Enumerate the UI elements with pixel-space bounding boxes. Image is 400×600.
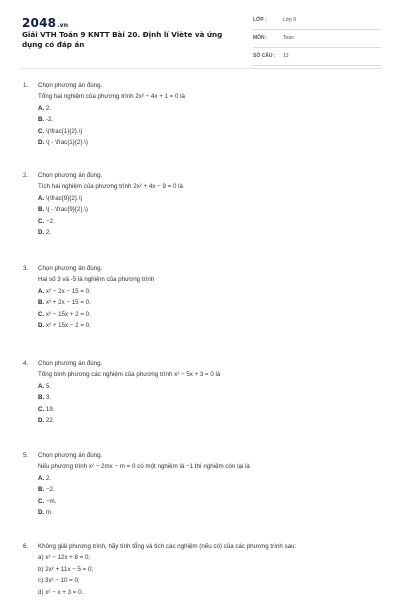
option-b[interactable]: B. \( - \frac{9}{2}.\)	[38, 206, 88, 214]
question-prompt: Chọn phương án đúng.	[38, 265, 103, 272]
question-prompt: Không giải phương trình, hãy tính tổng và tích các nghiệm (nếu có) của các phương trình sau:	[38, 543, 297, 550]
option-b[interactable]: B. 3.	[38, 394, 52, 402]
option-d[interactable]: D. x² + 15x − 2 = 0.	[38, 322, 91, 330]
sub-item-c: c) 3x² − 10 = 0;	[38, 577, 80, 585]
meta-row-count	[253, 51, 381, 66]
option-c[interactable]: C. 19.	[38, 405, 55, 413]
meta-row-subject	[253, 33, 381, 48]
question-prompt: Chọn phương án đúng.	[38, 172, 103, 179]
meta-value: Lớp 9	[283, 17, 297, 23]
option-b[interactable]: B. x² + 2x − 15 = 0.	[38, 299, 91, 307]
meta-label: SỐ CÂU :	[253, 53, 276, 59]
question-stem: Tổng hai nghiệm của phương trình 2x² − 4x + 1 = 0 là	[38, 93, 185, 101]
question-number: 2.	[23, 172, 29, 179]
option-a[interactable]: A. 2.	[38, 474, 52, 482]
option-d[interactable]: D. 22.	[38, 417, 55, 425]
meta-label: LỚP :	[253, 17, 267, 23]
header-divider	[20, 68, 382, 69]
meta-value: Toán	[283, 35, 294, 41]
document-title: Giải VTH Toán 9 KNTT Bài 20. Định lí Viète và ứng dụng có đáp án	[22, 30, 223, 49]
option-a[interactable]: A. x² − 2x − 15 = 0.	[38, 287, 91, 295]
question-stem: Nếu phương trình x² − 2mx − m = 0 có một nghiệm là −1 thì nghiệm còn lại là	[38, 463, 250, 471]
sub-item-b: b) 2x² + 11x − 5 = 0;	[38, 565, 94, 573]
site-logo[interactable]: 2048.vn	[22, 16, 69, 30]
question-stem: Hai số 3 và -5 là nghiệm của phương trình	[38, 276, 155, 284]
meta-row-grade	[253, 15, 381, 30]
question-number: 1.	[23, 82, 29, 89]
option-d[interactable]: D. m.	[38, 509, 53, 517]
sub-item-d: d) x² − x + 3 = 0.	[38, 588, 84, 596]
question-stem: Tổng bình phương các nghiệm của phương trình x² − 5x + 3 = 0 là	[38, 371, 221, 379]
option-d[interactable]: D. \( - \frac{1}{2}.\)	[38, 139, 88, 147]
question-number: 4.	[23, 360, 29, 367]
option-c[interactable]: C. \(\frac{1}{2}.\)	[38, 127, 83, 135]
option-d[interactable]: D. 2.	[38, 229, 52, 237]
option-a[interactable]: A. 2.	[38, 104, 52, 112]
question-prompt: Chọn phương án đúng.	[38, 452, 103, 459]
option-c[interactable]: C. −2.	[38, 217, 55, 225]
option-b[interactable]: B. -2.	[38, 116, 54, 124]
meta-panel	[253, 15, 381, 69]
question-number: 5.	[23, 452, 29, 459]
question-prompt: Chọn phương án đúng.	[38, 82, 103, 89]
option-a[interactable]: A. \(\frac{9}{2}.\)	[38, 194, 83, 202]
option-a[interactable]: A. 5.	[38, 382, 52, 390]
option-c[interactable]: C. −m.	[38, 497, 57, 505]
document-header	[0, 0, 400, 60]
question-stem: Tích hai nghiệm của phương trình 2x² + 4x − 9 = 0 là	[38, 183, 183, 191]
option-c[interactable]: C. x² − 15x + 2 = 0.	[38, 310, 91, 318]
meta-value: 13	[283, 53, 289, 59]
question-prompt: Chọn phương án đúng.	[38, 360, 103, 367]
question-number: 3.	[23, 265, 29, 272]
option-b[interactable]: B. −2.	[38, 486, 55, 494]
question-number: 6.	[23, 543, 29, 550]
meta-label: MÔN :	[253, 35, 268, 41]
sub-item-a: a) x² − 12x + 8 = 0;	[38, 554, 91, 562]
